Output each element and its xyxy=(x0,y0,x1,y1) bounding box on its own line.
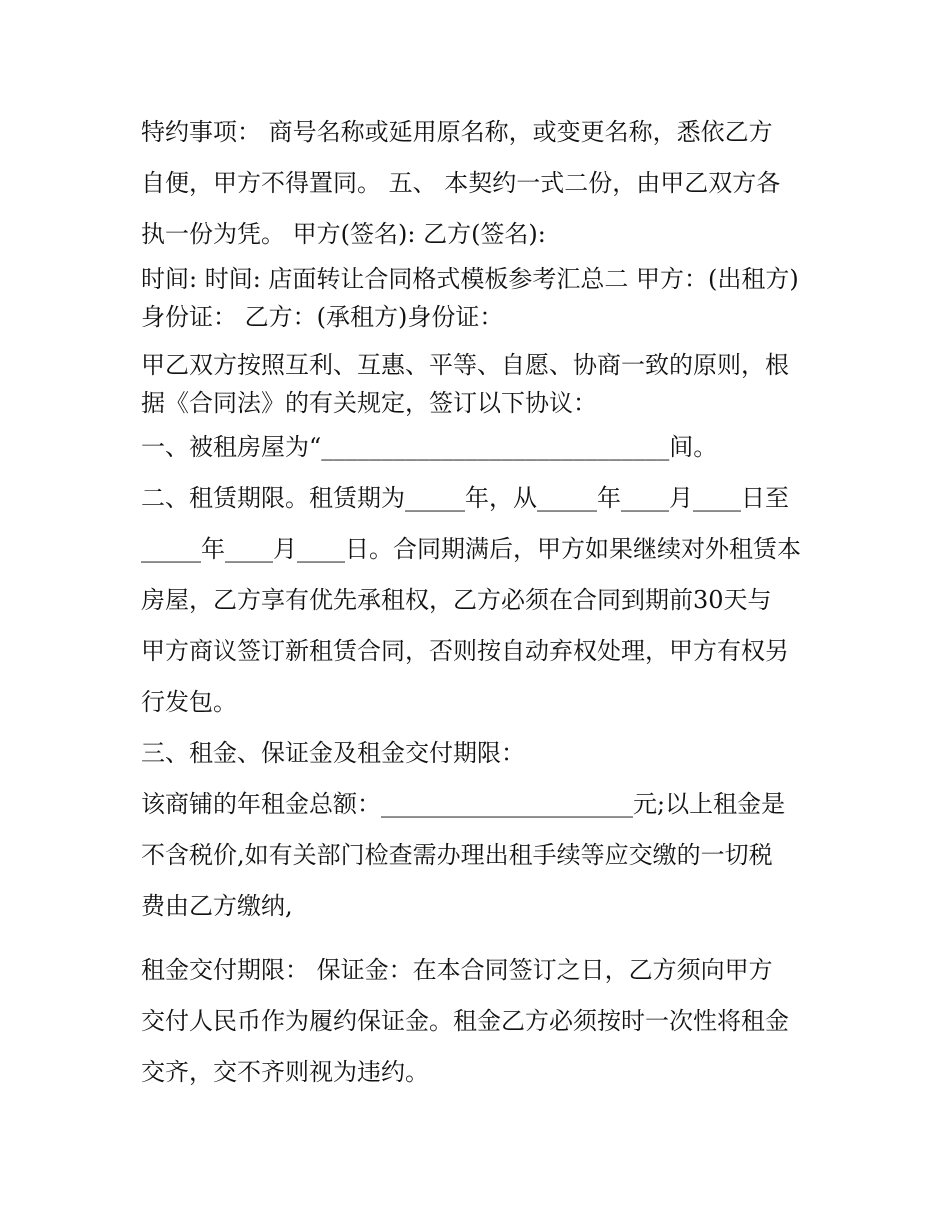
text-line: 租金交付期限： 保证金：在本合同签订之日，乙方须向甲方 xyxy=(141,956,773,984)
text-line: 据《合同法》的有关规定，签订以下协议： xyxy=(141,389,597,417)
text-line: 房屋，乙方享有优先承租权，乙方必须在合同到期前30天与 xyxy=(141,586,772,614)
paragraph-annual-rent xyxy=(141,779,821,932)
text-line: 甲方商议签订新租赁合同，否则按自动弃权处理，甲方有权另 xyxy=(141,637,789,665)
text-line: 甲乙双方按照互利、互惠、平等、自愿、协商一致的原则，根 xyxy=(141,351,789,379)
text-line: 交齐，交不齐则视为违约。 xyxy=(141,1058,429,1086)
paragraph-principles xyxy=(141,346,821,422)
paragraph-parties xyxy=(141,260,821,336)
paragraph-deposit xyxy=(141,945,821,1098)
text-line: 交付人民币作为履约保证金。租金乙方必须按时一次性将租金 xyxy=(141,1007,789,1035)
text-line: 身份证： 乙方：(承租方)身份证： xyxy=(141,303,504,331)
text-line: 一、被租房屋为“_____________________________间。 xyxy=(141,433,718,461)
text-line: 费由乙方缴纳, xyxy=(141,892,293,920)
text-line: 该商铺的年租金总额：_____________________元;以上租金是 xyxy=(141,790,786,818)
text-line: 特约事项： 商号名称或延用原名称，或变更名称，悉依乙方 xyxy=(141,118,773,146)
text-line: 自便，甲方不得置同。 五、 本契约一式二份，由甲乙双方各 xyxy=(141,169,781,197)
paragraph-special-terms xyxy=(141,107,821,260)
text-line: _____年____月____日。合同期满后，甲方如果继续对外租赁本 xyxy=(141,535,801,563)
text-line: 时间: 时间: 店面转让合同格式模板参考汇总二 甲方：(出租方) xyxy=(141,265,799,293)
text-line: 三、租金、保证金及租金交付期限： xyxy=(141,739,525,767)
text-line: 行发包。 xyxy=(141,688,237,716)
text-line: 不含税价,如有关部门检查需办理出租手续等应交缴的一切税 xyxy=(141,841,773,869)
contract-text xyxy=(141,107,821,1098)
clause-rent-heading xyxy=(141,728,821,779)
text-line: 二、租赁期限。租赁期为_____年，从_____年____月____日至 xyxy=(141,484,789,512)
clause-lease-term xyxy=(141,473,821,728)
clause-premises xyxy=(141,422,821,473)
text-line: 执一份为凭。 甲方(签名): 乙方(签名): xyxy=(141,220,546,248)
